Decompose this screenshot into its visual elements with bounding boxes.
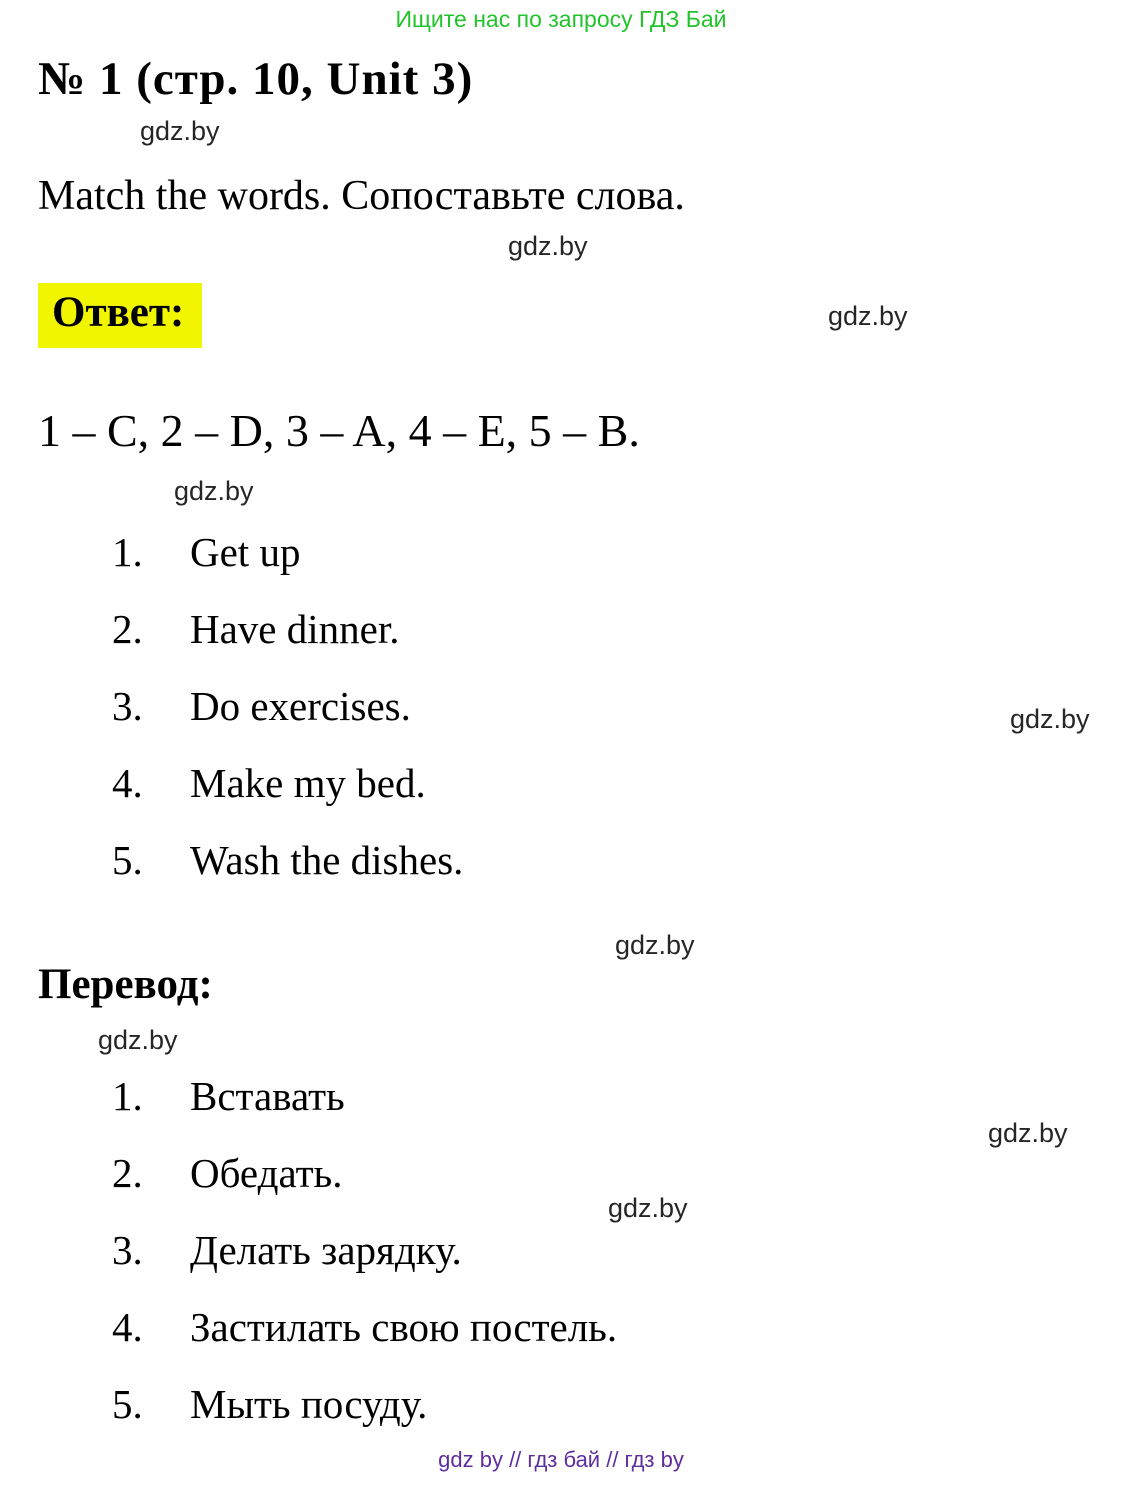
watermark: gdz.by [608,1193,688,1223]
list-item [112,1380,617,1457]
item-number: 4. [112,760,143,806]
exercise-title: № 1 (стр. 10, Unit 3) [38,53,474,105]
watermark: gdz.by [174,476,254,506]
item-text: Do exercises. [190,683,411,729]
item-number: 2. [112,1150,143,1196]
item-text: Wash the dishes. [190,837,464,883]
item-text: Get up [190,529,301,575]
list-item [112,1303,617,1380]
list-item [112,759,463,836]
translation-list [112,1072,617,1457]
item-text: Мыть посуду. [190,1381,428,1427]
list-item [112,528,463,605]
translation-label: Перевод: [38,961,213,1008]
watermark: gdz.by [988,1118,1068,1148]
answer-list [112,528,463,913]
item-number: 4. [112,1304,143,1350]
task-text: Match the words. Сопоставьте слова. [38,173,685,219]
list-item [112,836,463,913]
list-item [112,1072,617,1149]
watermark: gdz.by [1010,704,1090,734]
item-text: Have dinner. [190,606,400,652]
list-item [112,1149,617,1226]
answer-line: 1 – C, 2 – D, 3 – A, 4 – E, 5 – B. [38,405,640,456]
item-number: 3. [112,1227,143,1273]
item-text: Вставать [190,1073,345,1119]
item-number: 1. [112,529,143,575]
item-number: 5. [112,1381,143,1427]
answer-label: Ответ: [38,283,202,348]
watermark: gdz.by [98,1025,178,1055]
list-item [112,1226,617,1303]
footer-brands: gdz by // гдз бай // гдз by [438,1447,684,1472]
item-text: Make my bed. [190,760,426,806]
item-text: Делать зарядку. [190,1227,462,1273]
watermark: gdz.by [828,301,908,331]
watermark: gdz.by [140,116,220,146]
item-number: 5. [112,837,143,883]
promo-banner: Ищите нас по запросу ГДЗ Бай [395,6,727,32]
watermark: gdz.by [615,930,695,960]
item-number: 1. [112,1073,143,1119]
watermark: gdz.by [508,231,588,261]
list-item [112,605,463,682]
item-text: Обедать. [190,1150,343,1196]
item-number: 2. [112,606,143,652]
item-text: Застилать свою постель. [190,1304,618,1350]
item-number: 3. [112,683,143,729]
list-item [112,682,463,759]
